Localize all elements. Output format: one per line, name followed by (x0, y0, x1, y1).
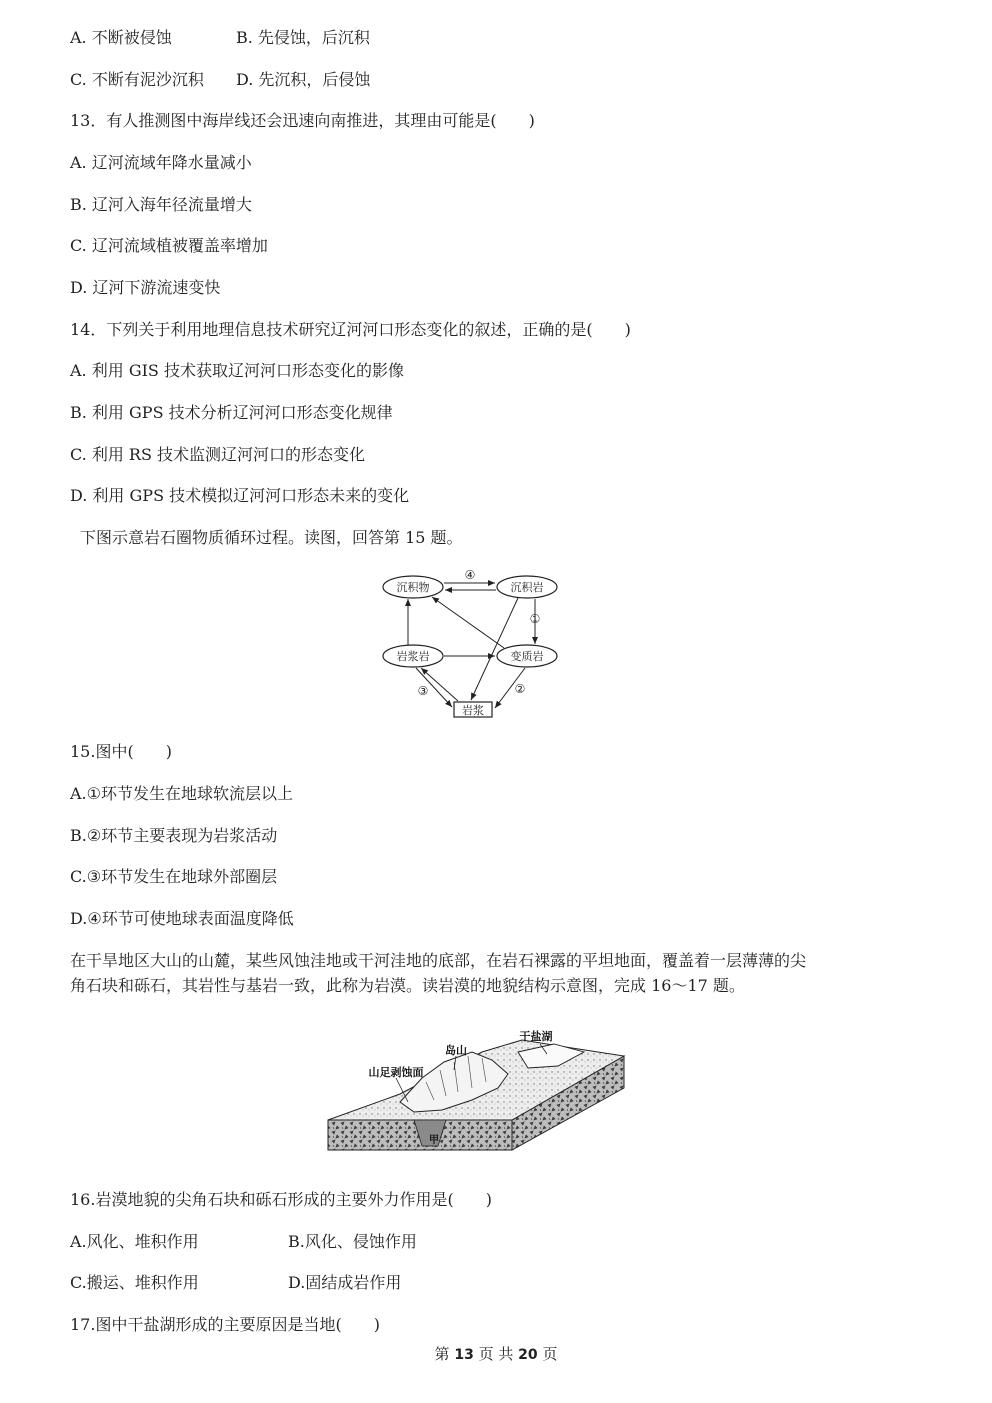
q13-option-b: B. 辽河入海年径流量增大 (70, 195, 252, 214)
q15-option-b: B.②环节主要表现为岩浆活动 (70, 826, 278, 845)
q16-option-c: C.搬运、堆积作用 (70, 1273, 199, 1292)
rock-desert-diagram (322, 1022, 632, 1157)
magma-label: 岩浆 (462, 704, 484, 717)
q12-option-c: C. 不断有泥沙沉积 (70, 70, 204, 89)
sedimentary-rock-label: 沉积岩 (510, 581, 544, 594)
dry-salt-lake-label: 干盐湖 (519, 1030, 553, 1043)
q16-stem: 16.岩漠地貌的尖角石块和砾石形成的主要外力作用是( ) (70, 1190, 492, 1209)
arrow-metamorphic-to-sediment (432, 597, 504, 648)
q13-option-c: C. 辽河流域植被覆盖率增加 (70, 236, 268, 255)
footer-middle: 页 共 (478, 1345, 514, 1363)
igneous-rock-label: 岩浆岩 (396, 650, 430, 663)
q13-option-a: A. 辽河流域年降水量减小 (70, 153, 252, 172)
q15-intro: 下图示意岩石圈物质循环过程。读图，回答第 15 题。 (80, 528, 463, 547)
jia-label: 甲 (429, 1135, 439, 1146)
step-4-label: ④ (464, 568, 476, 582)
q16-option-a: A.风化、堆积作用 (70, 1232, 199, 1251)
step-1-label: ① (529, 612, 541, 626)
page-footer (0, 1343, 992, 1364)
q12-option-a: A. 不断被侵蚀 (70, 28, 172, 47)
q14-option-c: C. 利用 RS 技术监测辽河河口的形态变化 (70, 445, 366, 464)
step-2-label: ② (514, 682, 526, 696)
sediment-label: 沉积物 (396, 581, 430, 594)
q14-option-b: B. 利用 GPS 技术分析辽河河口形态变化规律 (70, 403, 393, 422)
footer-page-number: 13 (454, 1347, 474, 1363)
q16-option-d: D.固结成岩作用 (288, 1273, 402, 1292)
footer-total-pages: 20 (518, 1347, 538, 1363)
q14-option-a: A. 利用 GIS 技术获取辽河河口形态变化的影像 (70, 361, 404, 380)
q17-stem: 17.图中干盐湖形成的主要原因是当地( ) (70, 1315, 380, 1334)
metamorphic-rock-label: 变质岩 (510, 650, 544, 663)
q13-stem: 13．有人推测图中海岸线还会迅速向南推进，其理由可能是( ) (70, 111, 535, 130)
footer-suffix: 页 (542, 1345, 558, 1363)
q16-intro-line2: 角石块和砾石，其岩性与基岩一致，此称为岩漠。读岩漠的地貌结构示意图，完成 16～17 题。 (70, 976, 745, 995)
rock-cycle-diagram (370, 562, 570, 722)
q16-intro-line1: 在干旱地区大山的山麓，某些风蚀洼地或干河洼地的底部，在岩石裸露的平坦地面，覆盖着一层薄薄的尖 (70, 951, 807, 970)
footer-prefix: 第 (434, 1345, 450, 1363)
q14-option-d: D. 利用 GPS 技术模拟辽河河口形态未来的变化 (70, 486, 410, 505)
q12-option-d: D. 先沉积，后侵蚀 (236, 70, 371, 89)
q12-option-b: B. 先侵蚀，后沉积 (236, 28, 370, 47)
q15-option-d: D.④环节可使地球表面温度降低 (70, 909, 294, 928)
q14-stem: 14．下列关于利用地理信息技术研究辽河河口形态变化的叙述，正确的是( ) (70, 320, 631, 339)
island-mountain-label: 岛山 (445, 1044, 467, 1057)
q16-option-b: B.风化、侵蚀作用 (288, 1232, 417, 1251)
q13-option-d: D. 辽河下游流速变快 (70, 278, 221, 297)
q15-stem: 15.图中( ) (70, 742, 172, 761)
pediment-label: 山足剥蚀面 (368, 1066, 424, 1079)
q15-option-a: A.①环节发生在地球软流层以上 (70, 784, 293, 803)
q15-option-c: C.③环节发生在地球外部圈层 (70, 867, 278, 886)
step-3-label: ③ (417, 684, 429, 698)
